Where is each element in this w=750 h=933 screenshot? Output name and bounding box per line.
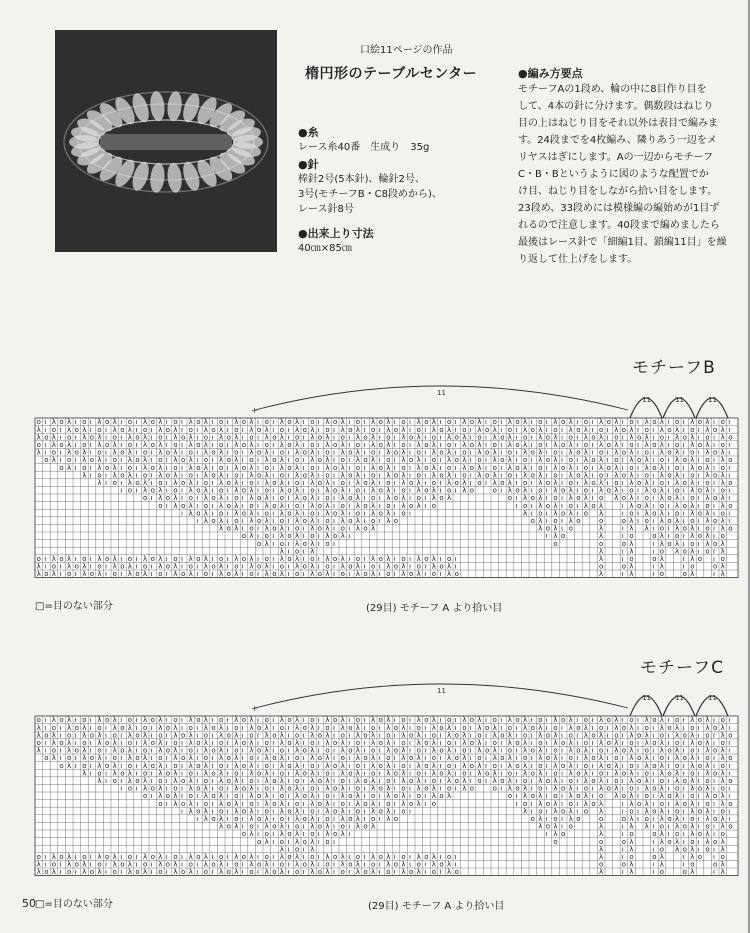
size-text: 40㎝×85㎝: [298, 243, 352, 254]
size-heading: ●出来上り寸法: [298, 227, 374, 240]
notes-line: れるので注意します。40段まで編めましたら: [518, 220, 720, 231]
needles-line: 棒針2号(5本針)、輪針2号、: [298, 174, 425, 185]
chart-b-legend: □=目のない部分: [35, 601, 113, 612]
needles-line: 3号(モチーフB・C8段めから)、: [298, 189, 442, 200]
chart-arc-label: 11: [437, 687, 446, 695]
notes-line: 目の上はねじり目をそれ以外は表目で編みま: [518, 118, 718, 129]
chart-c-diagram: [0, 678, 750, 893]
photo-caption: 口絵11ページの作品: [360, 45, 453, 56]
chart-c-title: モチーフC: [640, 658, 725, 678]
needles-heading: ●針: [298, 158, 319, 171]
chart-scallop-label: 11: [675, 694, 684, 702]
chart-scallop-label: 11: [708, 694, 717, 702]
chart-c-pickup-label: (29目) モチーフ A より拾い目: [368, 901, 505, 912]
chart-scallop-label: 11: [642, 396, 651, 404]
notes-line: 23段め、33段めには模様編の編始めが1目ず: [518, 203, 720, 214]
size-section: [298, 226, 374, 256]
chart-symbols: o ı λ o λ ı o ı λ o λ ı o ı λ o λ ı o ı λ o λ ı o ı λ o λ ı o ı λ o λ ı o ı λ o λ ı o ı λ o λ ı o ı λ o λ ı o ı λ o λ ı o ı λ o λ ı o ı λ o λ ı o ı λ o λ ı o ı λ o λ ı o ı λ o λ ı o ı λ ı o ı λ o λ ı o ı λ o λ ı o ı λ o λ ı o ı λ o λ ı o ı λ o λ ı o ı λ o λ ı o ı λ o λ ı o ı λ o λ ı o ı λ o λ ı o ı λ o λ ı o ı λ o λ ı o ı λ o λ ı o ı λ o λ ı o ı λ o λ ı o ı λ o λ ı λ o λ ı o ı λ o λ ı o ı λ o λ ı o ı λ o λ ı o ı λ o λ ı o ı λ o λ ı o ı λ o λ ı o ı λ o λ ı o ı λ o λ ı o ı λ o λ ı o ı λ o λ ı o ı λ o λ ı o ı λ o λ ı o ı λ o λ ı o ı λ o λ ı o ı λ o o ı λ o λ ı o ı λ o λ ı o ı λ o λ ı o ı λ o λ ı o ı λ o λ ı o ı λ o λ ı o ı λ o λ ı o ı λ o λ ı o ı λ o λ ı o ı λ o λ ı o ı λ o λ ı o ı λ o λ ı o ı λ o λ ı o ı λ o λ ı o ı λ o λ ı o ı λ ı o ı λ o λ ı o ı λ o λ ı o ı λ o λ ı o ı λ o λ ı o ı λ o λ ı o ı λ o λ ı o ı λ o λ ı o ı λ o λ ı o ı λ o λ ı o ı λ o λ ı o ı λ o λ ı o ı λ o λ ı o ı λ o λ ı o ı λ o λ ı o ı λ o λ ı o λ ı o ı λ o λ ı o ı λ o λ ı o ı λ o λ ı o ı λ o λ ı o ı λ o λ ı o ı λ o λ ı o ı λ o λ ı o ı λ o λ ı o ı λ o λ ı o ı λ o λ ı o ı λ o λ ı o ı λ o λ ı o ı λ o λ ı o ı λ o λ ı o ı λ o o λ ı o ı λ o λ ı o ı λ o λ ı o ı λ o λ ı o ı λ o λ ı o ı λ o λ ı o ı λ o λ ı o ı λ o λ ı o ı λ o λ ı o ı λ o λ ı o ı λ o λ ı o ı λ o λ ı o ı λ o λ ı o ı λ o λ ı o ı λ o λ ı o ı λ ı o ı λ o λ ı o ı λ o λ ı o ı λ o λ ı o ı λ o λ ı o ı λ o λ ı o ı λ o λ ı o ı λ o λ ı o ı λ o λ ı o ı λ o λ ı o ı λ o λ ı o ı λ o λ ı o ı λ o λ ı o ı λ o λ ı o ı λ o λ ı λ ı o ı λ o λ ı o ı λ o λ ı o ı λ o λ ı o ı λ o λ ı o ı λ o λ ı o ı λ o λ ı o ı λ o λ ı o ı λ o λ ı o ı λ o λ ı o ı λ o λ ı o ı λ o λ ı o ı λ o λ ı o ı λ o λ ı o ı λ o ı o ı λ o λ ı o ı λ o λ ı o ı λ o λ ı o ı λ o λ ı o ı λ o λ ı o ı λ o λ ı o ı λ o λ ı o ı λ o o ı λ o λ ı o ı λ o λ ı o ı λ o λ ı o ı λ o λ ı o ı λ o λ ı o ı o ı λ o λ ı o ı λ o λ ı o ı λ o λ ı o ı λ o λ ı o ı λ o λ ı o ı λ o λ ı o ı λ o λ o ı λ o λ ı o ı λ o λ ı o λ o λ ı o ı λ o λ ı o ı λ o λ ı o ı λ o λ ı o ı λ o λ ı o ı λ o λ ı o ı λ o λ ı o ı λ o λ ı o ı λ o λ ı o ı o ı λ o λ ı o ı λ o λ ı λ o λ ı o ı λ o λ ı o ı λ o ı λ o λ ı o ı λ o λ ı o ı λ o λ ı o ı λ o λ ı o ı λ o λ ı o ı λ ı o ı λ o λ ı o λ ı o ı λ o λ ı o ı λ o λ ı o ı ı λ o λ ı o ı λ o λ ı o ı λ o λ ı o ı λ o λ ı o ı λ o o λ ı o ı λ o o o λ ı o ı λ o λ ı o ı λ o λ ı λ o λ ı o ı λ o λ ı o ı λ o λ ı o ı λ o λ λ o λ ı o λ ı λ λ ı o ı λ o λ ı o ı λ o o λ ı o ı λ o λ ı o ı λ o λ ı ı λ o λ ı o o λ ı o ı λ o λ ı o o λ ı o ı λ o λ ı o ı o o o λ ı λ o λ ı o ı λ o λ λ ı o ı λ λ ı λ ı o λ o λ ı o ı λ o ı λ o λ ı o ı λ o λ ı o ı λ o λ ı o ı λ o λ ı o ı λ o λ ı o ı λ o λ ı o ı λ o λ ı o ı λ o λ ı o ı λ o λ ı o ı λ ı o o λ ı λ o ı o λ ı o ı λ o λ ı o ı λ o λ ı o ı λ o λ ı o ı λ o λ ı o ı λ o λ ı o ı λ o λ ı o ı λ o λ ı o ı λ o λ ı o ı λ o λ ı o o λ ı λ ı o o λ λ o λ ı o ı λ o λ ı o ı λ o λ ı o ı λ o λ ı o ı λ o λ ı o ı λ o λ ı o ı λ o λ ı o ı λ o λ ı o ı λ o λ ı o ı λ o λ ı λ ı o o λ ı λ: [36, 716, 733, 877]
yarn-text: レース糸40番 生成り 35g: [298, 142, 430, 153]
table-center-photo: [55, 30, 277, 252]
needles-section: [298, 157, 442, 217]
yarn-section: [298, 125, 429, 155]
chart-b-pickup-label: (29目) モチーフ A より拾い目: [366, 603, 503, 614]
knitting-notes: [518, 66, 728, 268]
chart-c-legend: □=目のない部分: [35, 899, 113, 910]
chart-scallop-label: 11: [675, 396, 684, 404]
notes-heading: ●編み方要点: [518, 67, 583, 80]
notes-line: して、4本の針に分けます。偶数段はねじり: [518, 101, 714, 112]
notes-line: リヤスはぎにします。Aの一辺からモチーフ: [518, 152, 714, 163]
page-title: 楕円形のテーブルセンター: [305, 66, 478, 82]
chart-start-mark: +: [251, 704, 258, 713]
chart-arc-label: 11: [437, 389, 446, 397]
page-number: 50: [22, 897, 36, 910]
notes-line: す。24段までを4枚編み、隣りあう一辺をメ: [518, 135, 717, 146]
chart-scallop-label: 11: [642, 694, 651, 702]
notes-line: C・B・Bというように図のような配置でか: [518, 169, 709, 180]
chart-b-diagram: [0, 380, 750, 595]
chart-b-title: モチーフB: [632, 358, 716, 378]
notes-line: け目、ねじり目をしながら拾い目をします。: [518, 186, 718, 197]
notes-line: 最後はレース針で「細編1目、鎖編11目」を繰: [518, 237, 727, 248]
needles-line: レース針8号: [298, 204, 354, 215]
chart-scallop-label: 11: [708, 396, 717, 404]
notes-line: モチーフAの1段め、輪の中に8目作り目を: [518, 84, 707, 95]
chart-symbols: o ı λ o λ ı o ı λ o λ ı o ı λ o λ ı o ı λ o λ ı o ı λ o λ ı o ı λ o λ ı o ı λ o λ ı o ı λ o λ ı o ı λ o λ ı o ı λ o λ ı o ı λ o λ ı o ı λ o λ ı o ı λ o λ ı o ı λ o λ ı o ı λ o λ ı o ı λ ı o ı λ o λ ı o ı λ o λ ı o ı λ o λ ı o ı λ o λ ı o ı λ o λ ı o ı λ o λ ı o ı λ o λ ı o ı λ o λ ı o ı λ o λ ı o ı λ o λ ı o ı λ o λ ı o ı λ o λ ı o ı λ o λ ı o ı λ o λ ı o ı λ o λ ı λ o λ ı o ı λ o λ ı o ı λ o λ ı o ı λ o λ ı o ı λ o λ ı o ı λ o λ ı o ı λ o λ ı o ı λ o λ ı o ı λ o λ ı o ı λ o λ ı o ı λ o λ ı o ı λ o λ ı o ı λ o λ ı o ı λ o λ ı o ı λ o λ ı o ı λ o o ı λ o λ ı o ı λ o λ ı o ı λ o λ ı o ı λ o λ ı o ı λ o λ ı o ı λ o λ ı o ı λ o λ ı o ı λ o λ ı o ı λ o λ ı o ı λ o λ ı o ı λ o λ ı o ı λ o λ ı o ı λ o λ ı o ı λ o λ ı o ı λ o λ ı o ı λ ı o ı λ o λ ı o ı λ o λ ı o ı λ o λ ı o ı λ o λ ı o ı λ o λ ı o ı λ o λ ı o ı λ o λ ı o ı λ o λ ı o ı λ o λ ı o ı λ o λ ı o ı λ o λ ı o ı λ o λ ı o ı λ o λ ı o ı λ o λ ı o ı λ o λ ı o λ ı o ı λ o λ ı o ı λ o λ ı o ı λ o λ ı o ı λ o λ ı o ı λ o λ ı o ı λ o λ ı o ı λ o λ ı o ı λ o λ ı o ı λ o λ ı o ı λ o λ ı o ı λ o λ ı o ı λ o λ ı o ı λ o λ ı o ı λ o λ ı o ı λ o o λ ı o ı λ o λ ı o ı λ o λ ı o ı λ o λ ı o ı λ o λ ı o ı λ o λ ı o ı λ o λ ı o ı λ o λ ı o ı λ o λ ı o ı λ o λ ı o ı λ o λ ı o ı λ o λ ı o ı λ o λ ı o ı λ o λ ı o ı λ o λ ı o ı λ ı o ı λ o λ ı o ı λ o λ ı o ı λ o λ ı o ı λ o λ ı o ı λ o λ ı o ı λ o λ ı o ı λ o λ ı o ı λ o λ ı o ı λ o λ ı o ı λ o λ ı o ı λ o λ ı o ı λ o λ ı o ı λ o λ ı o ı λ o λ ı λ ı o ı λ o λ ı o ı λ o λ ı o ı λ o λ ı o ı λ o λ ı o ı λ o λ ı o ı λ o λ ı o ı λ o λ ı o ı λ o λ ı o ı λ o λ ı o ı λ o λ ı o ı λ o λ ı o ı λ o λ ı o ı λ o λ ı o ı λ o ı o ı λ o λ ı o ı λ o λ ı o ı λ o λ ı o ı λ o λ ı o ı λ o λ ı o ı λ o λ ı o ı λ o λ ı o ı λ o o ı λ o λ ı o ı λ o λ ı o ı λ o λ ı o ı λ o λ ı o ı λ o λ ı o ı o ı λ o λ ı o ı λ o λ ı o ı λ o λ ı o ı λ o λ ı o ı λ o λ ı o ı λ o λ ı o ı λ o λ o ı λ o λ ı o ı λ o λ ı o λ o λ ı o ı λ o λ ı o ı λ o λ ı o ı λ o λ ı o ı λ o λ ı o ı λ o λ ı o ı λ o λ ı o ı λ o λ ı o ı λ o λ ı o ı o ı λ o λ ı o ı λ o λ ı λ o λ ı o ı λ o λ ı o ı λ o ı λ o λ ı o ı λ o λ ı o ı λ o λ ı o ı λ o λ ı o ı λ o λ ı o ı λ ı o ı λ o λ ı o λ ı o ı λ o λ ı o ı λ o λ ı o ı ı λ o λ ı o ı λ o λ ı o ı λ o λ ı o ı λ o λ ı o ı λ o o λ ı o ı λ o o o λ ı o ı λ o λ ı o ı λ o λ ı λ o λ ı o ı λ o λ ı o ı λ o λ ı o ı λ o λ λ o λ ı o λ ı λ λ ı o ı λ o λ ı o ı λ o o λ ı o ı λ o λ ı o ı λ o λ ı ı λ o λ ı o o λ ı o ı λ o λ ı o o λ ı o ı λ o λ ı o ı o o o λ ı λ o λ ı o ı λ o λ λ ı o ı λ λ ı λ ı o λ o λ ı o ı λ o ı λ o λ ı o ı λ o λ ı o ı λ o λ ı o ı λ o λ ı o ı λ o λ ı o ı λ o λ ı o ı λ o λ ı o ı λ o λ ı o ı λ o λ ı o ı λ ı o o λ ı λ o ı o λ ı o ı λ o λ ı o ı λ o λ ı o ı λ o λ ı o ı λ o λ ı o ı λ o λ ı o ı λ o λ ı o ı λ o λ ı o ı λ o λ ı o ı λ o λ ı o o λ ı λ ı o o λ λ o λ ı o ı λ o λ ı o ı λ o λ ı o ı λ o λ ı o ı λ o λ ı o ı λ o λ ı o ı λ o λ ı o ı λ o λ ı o ı λ o λ ı o ı λ o λ ı λ ı o o λ ı λ: [36, 418, 733, 579]
chart-start-mark: +: [251, 406, 258, 415]
notes-line: り返して仕上げをします。: [518, 254, 638, 265]
yarn-heading: ●糸: [298, 126, 319, 139]
